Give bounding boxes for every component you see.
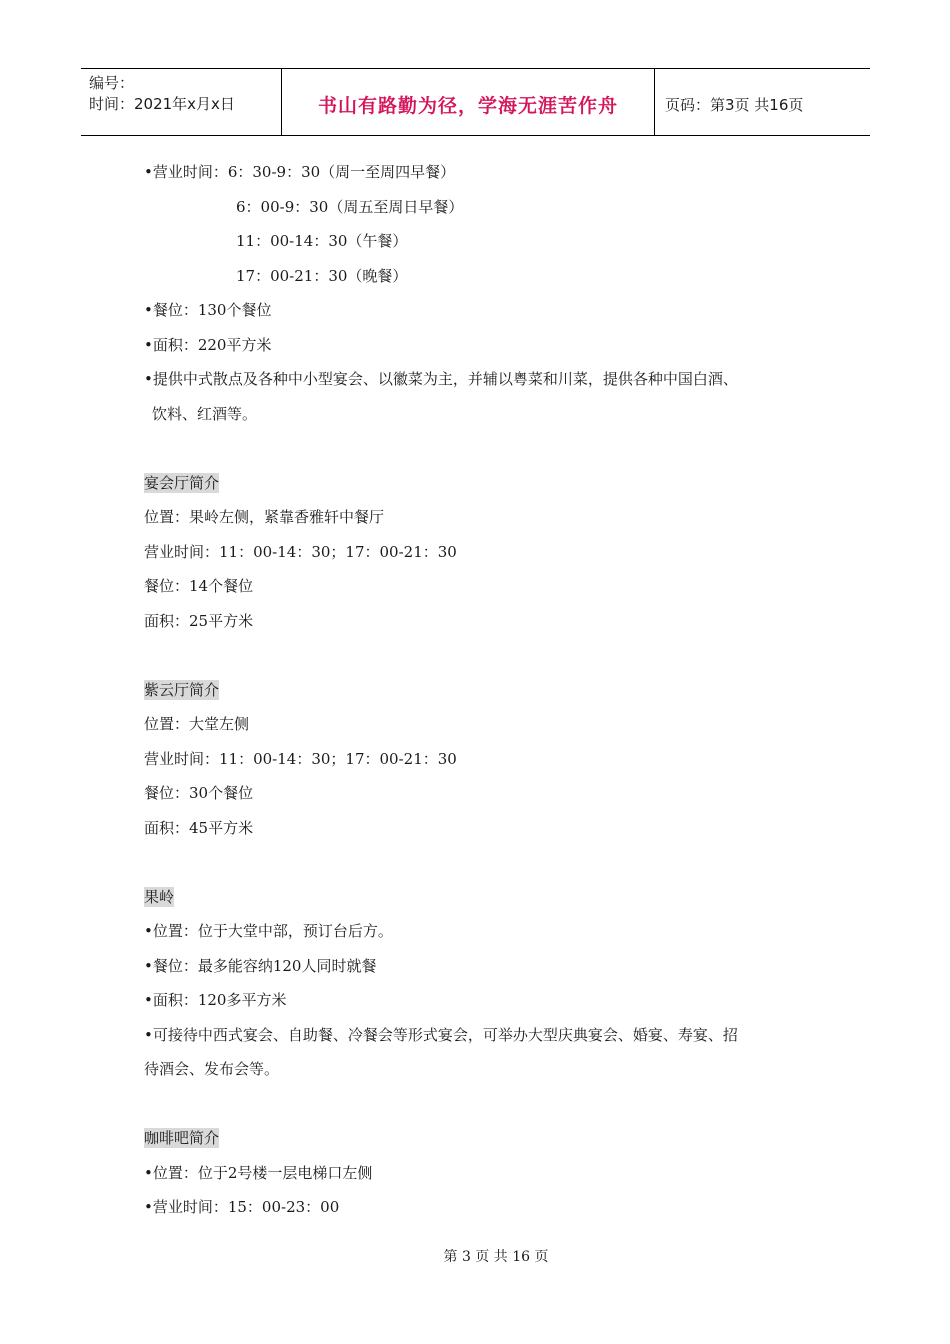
restaurant-hours-line: 11：00-14：30（午餐） [236,232,408,250]
ziyun-hours: 营业时间：11：00-14：30；17：00-21：30 [144,749,457,768]
document-number-label: 编号： [89,74,135,92]
document-body [144,155,824,1225]
header-motto: 书山有路勤为径，学海无涯苦作舟 [317,94,618,117]
ziyun-location: 位置：大堂左侧 [144,715,250,733]
page-header [81,68,870,136]
banquet-seats: 餐位：14个餐位 [144,577,254,595]
header-page-number: 页码：第3页 共16页 [665,95,804,114]
banquet-area: 面积：25平方米 [144,611,254,630]
restaurant-area: •面积：220平方米 [144,335,272,354]
header-meta [81,69,282,135]
restaurant-description-cont: 饮料、红酒等。 [152,404,258,423]
guoling-seats: •餐位：最多能容纳120人同时就餐 [144,956,377,975]
restaurant-hours-line: •营业时间：6：30-9：30（周一至周四早餐） [144,163,456,181]
restaurant-hours-line: 6：00-9：30（周五至周日早餐） [236,197,464,216]
cafe-hours: •营业时间：15：00-23：00 [144,1198,340,1216]
cafe-location: •位置：位于2号楼一层电梯口左侧 [144,1163,373,1182]
section-title-banquet: 宴会厅简介 [144,473,220,492]
guoling-location: •位置：位于大堂中部，预订台后方。 [144,922,393,940]
section-title-guoling: 果岭 [144,887,175,906]
spacer [144,845,824,880]
section-title-cafe: 咖啡吧简介 [144,1129,220,1147]
banquet-location: 位置：果岭左侧，紧靠香雅轩中餐厅 [144,508,385,526]
restaurant-seats: •餐位：130个餐位 [144,301,272,319]
page-footer: 第 3 页 共 16 页 [443,1249,549,1265]
ziyun-area: 面积：45平方米 [144,818,254,837]
restaurant-description: •提供中式散点及各种中小型宴会、以徽菜为主，并辅以粤菜和川菜，提供各种中国白酒、 [144,370,738,388]
guoling-description: •可接待中西式宴会、自助餐、冷餐会等形式宴会，可举办大型庆典宴会、婚宴、寿宴、招 [144,1025,738,1044]
restaurant-hours-line: 17：00-21：30（晚餐） [236,266,408,285]
guoling-description-cont: 待酒会、发布会等。 [144,1060,280,1078]
spacer [144,431,824,466]
ziyun-seats: 餐位：30个餐位 [144,784,254,802]
spacer [144,638,824,673]
section-title-ziyun: 紫云厅简介 [144,680,220,699]
header-motto-cell [282,69,655,135]
guoling-area: •面积：120多平方米 [144,991,287,1009]
banquet-hours: 营业时间：11：00-14：30；17：00-21：30 [144,542,457,561]
spacer [144,1087,824,1122]
document-date-label: 时间：2021年x月x日 [89,95,235,113]
